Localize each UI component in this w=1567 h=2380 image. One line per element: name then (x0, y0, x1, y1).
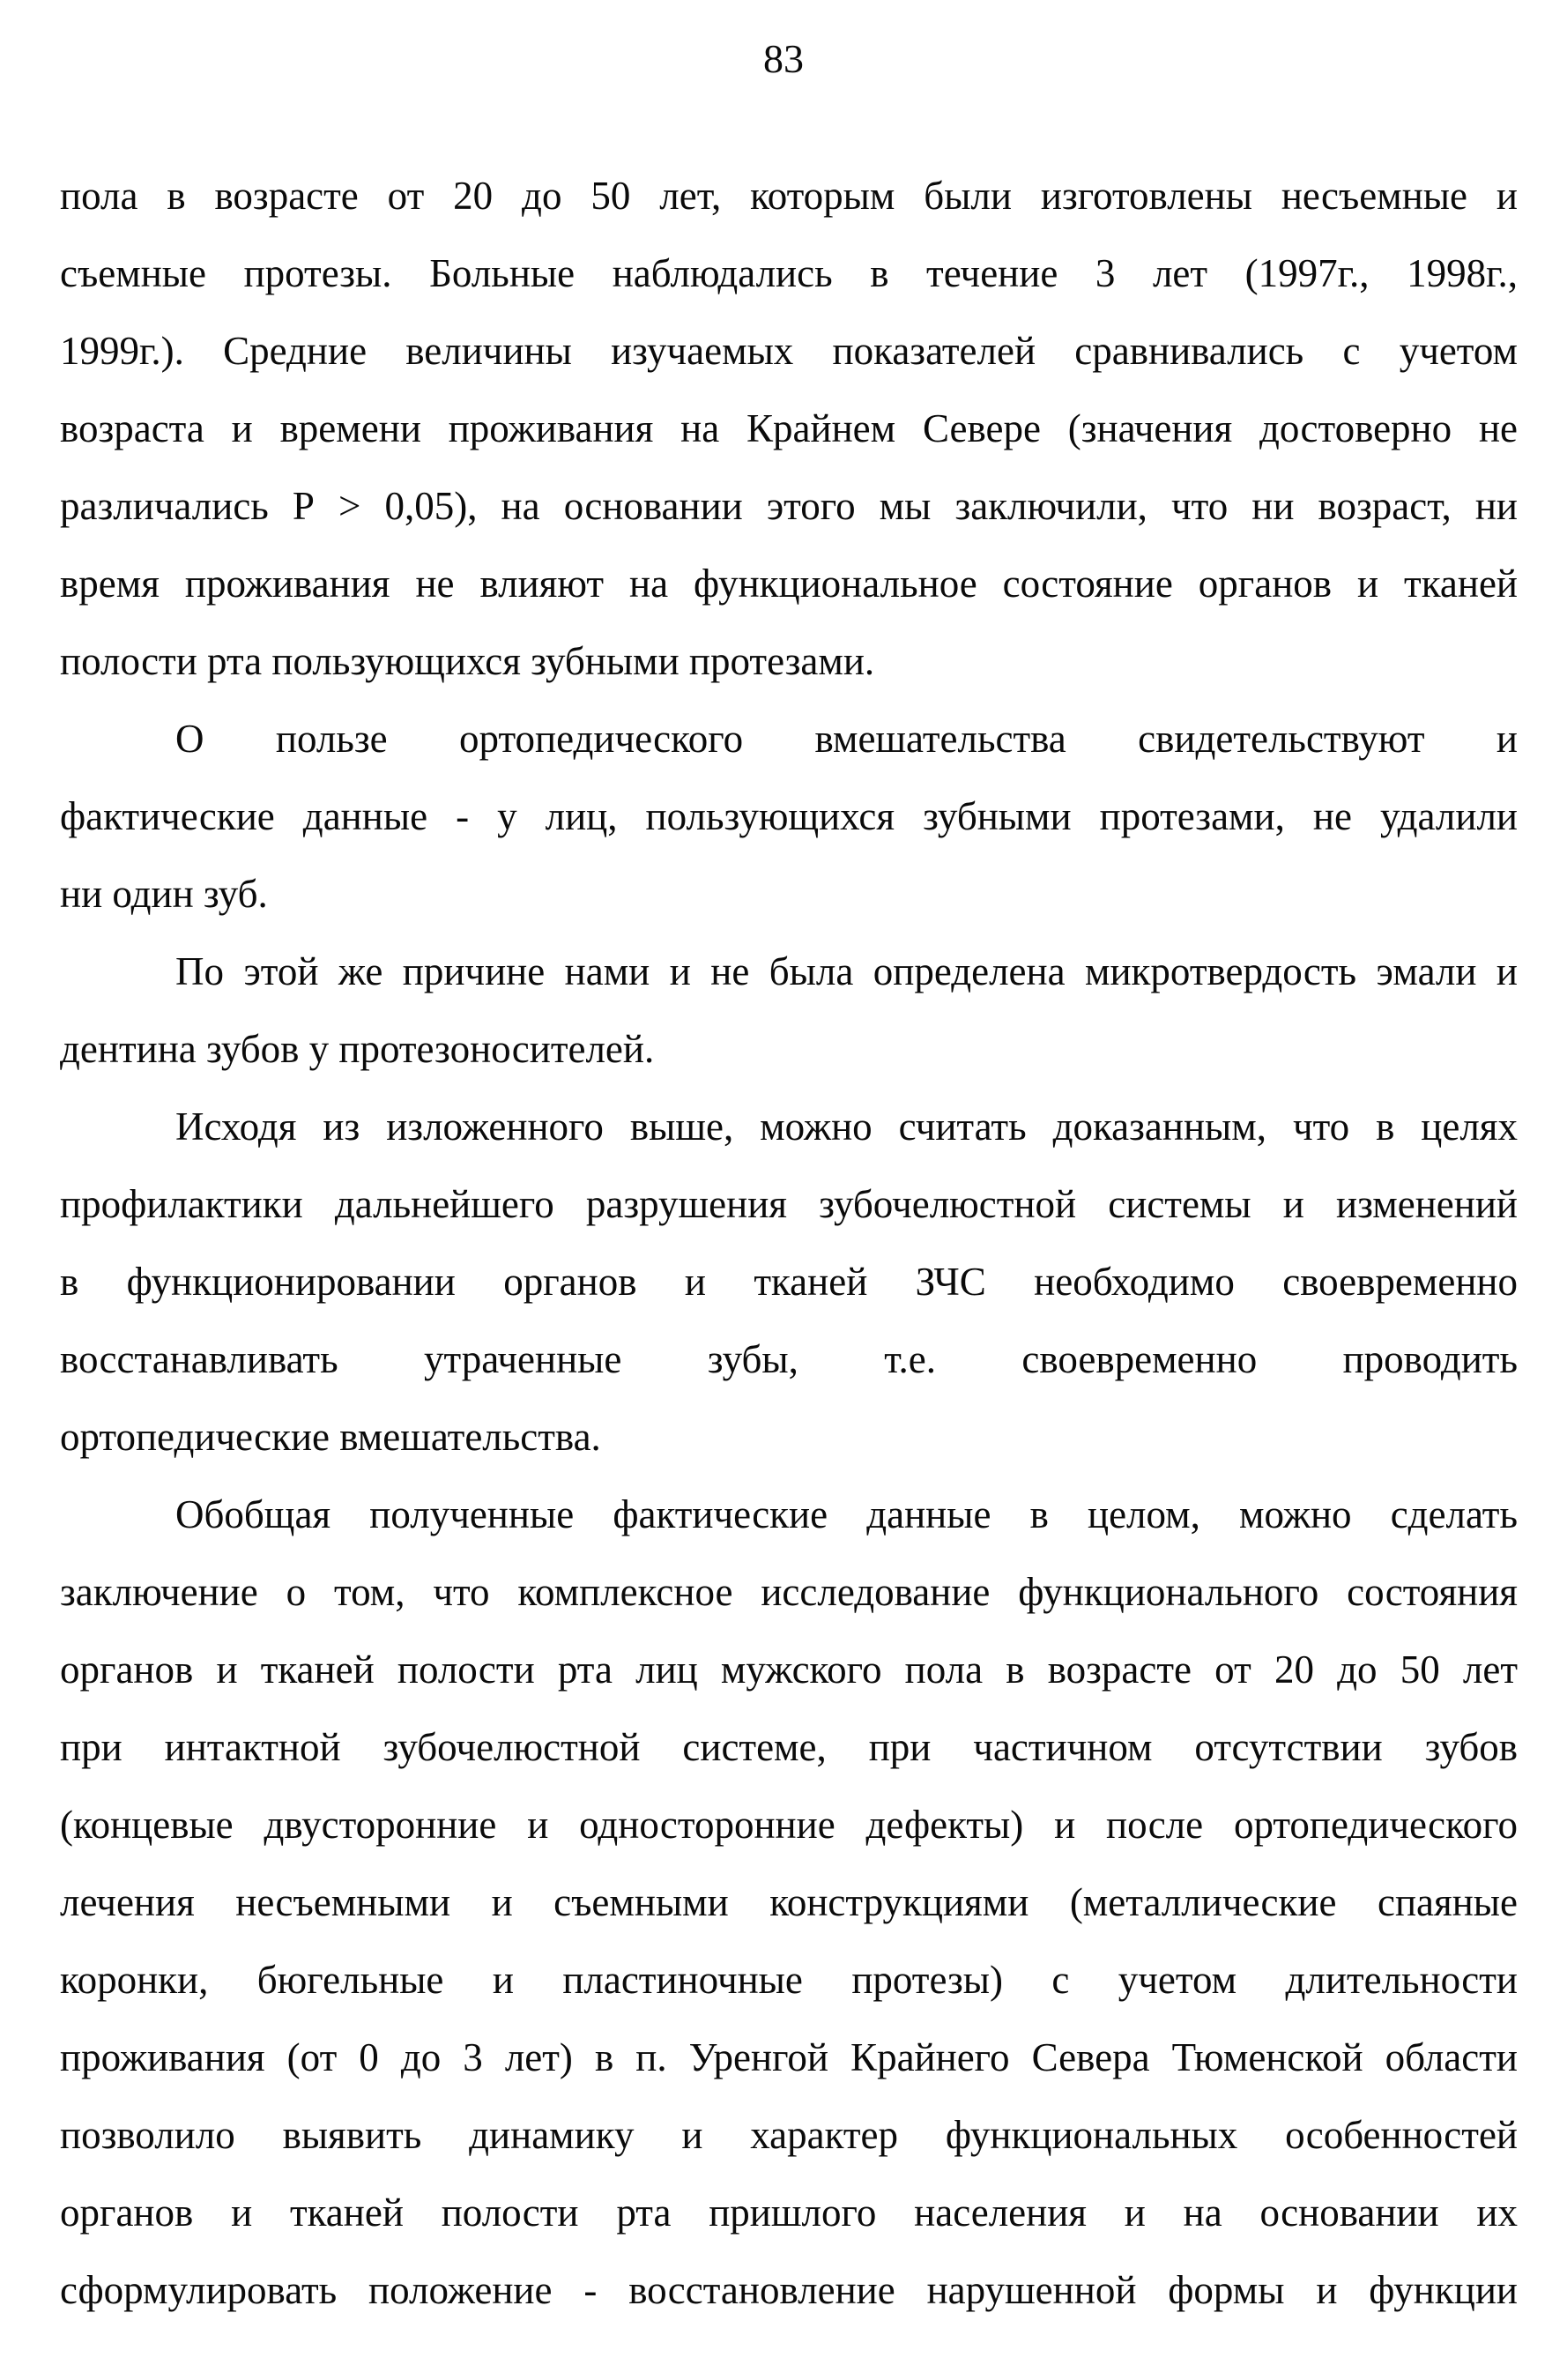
text-line: профилактики дальнейшего разрушения зубочелюстной системы и изменений (60, 1182, 1518, 1226)
text-line: органов и тканей полости рта пришлого населения и на основании их (60, 2190, 1518, 2235)
text-line: позволило выявить динамику и характер функциональных особенностей (60, 2113, 1518, 2157)
text-line: проживания (от 0 до 3 лет) в п. Уренгой Крайнего Севера Тюменской области (60, 2035, 1518, 2079)
body-text (60, 157, 1518, 2329)
text-line: при интактной зубочелюстной системе, при частичном отсутствии зубов (60, 1725, 1518, 1769)
text-line: время проживания не влияют на функциональное состояние органов и тканей (60, 562, 1518, 606)
text-line: дентина зубов у протезоносителей. (60, 1027, 655, 1071)
paragraph-first-line: О пользе ортопедического вмешательства свидетельствуют и (175, 717, 1518, 761)
text-line: ортопедические вмешательства. (60, 1415, 601, 1459)
text-line: восстанавливать утраченные зубы, т.е. своевременно проводить (60, 1337, 1518, 1381)
text-line: полости рта пользующихся зубными протезами. (60, 639, 875, 683)
text-line: (концевые двусторонние и односторонние дефекты) и после ортопедического (60, 1803, 1518, 1847)
text-line: съемные протезы. Больные наблюдались в течение 3 лет (1997г., 1998г., (60, 251, 1518, 295)
paragraph-first-line: Обобщая полученные фактические данные в целом, можно сделать (175, 1492, 1518, 1536)
paragraph-first-line: По этой же причине нами и не была определена микротвердость эмали и (175, 949, 1518, 993)
text-line: ни один зуб. (60, 872, 268, 916)
text-line: 1999г.). Средние величины изучаемых показателей сравнивались с учетом (60, 329, 1518, 373)
paragraph-first-line: Исходя из изложенного выше, можно считать доказанным, что в целях (175, 1104, 1518, 1149)
text-line: в функционировании органов и тканей ЗЧС необходимо своевременно (60, 1260, 1518, 1304)
text-line: сформулировать положение - восстановление нарушенной формы и функции (60, 2268, 1518, 2312)
text-line: возраста и времени проживания на Крайнем Севере (значения достоверно не (60, 406, 1518, 450)
text-line: органов и тканей полости рта лиц мужского пола в возрасте от 20 до 50 лет (60, 1647, 1518, 1692)
text-line: коронки, бюгельные и пластиночные протезы) с учетом длительности (60, 1958, 1518, 2002)
text-line: лечения несъемными и съемными конструкциями (металлические спаяные (60, 1880, 1518, 1924)
text-line: пола в возрасте от 20 до 50 лет, которым были изготовлены несъемные и (60, 174, 1518, 218)
text-line: различались Р > 0,05), на основании этого мы заключили, что ни возраст, ни (60, 484, 1518, 528)
page-number: 83 (763, 36, 804, 81)
text-line: заключение о том, что комплексное исследование функционального состояния (60, 1570, 1518, 1614)
text-line: фактические данные - у лиц, пользующихся зубными протезами, не удалили (60, 794, 1518, 838)
